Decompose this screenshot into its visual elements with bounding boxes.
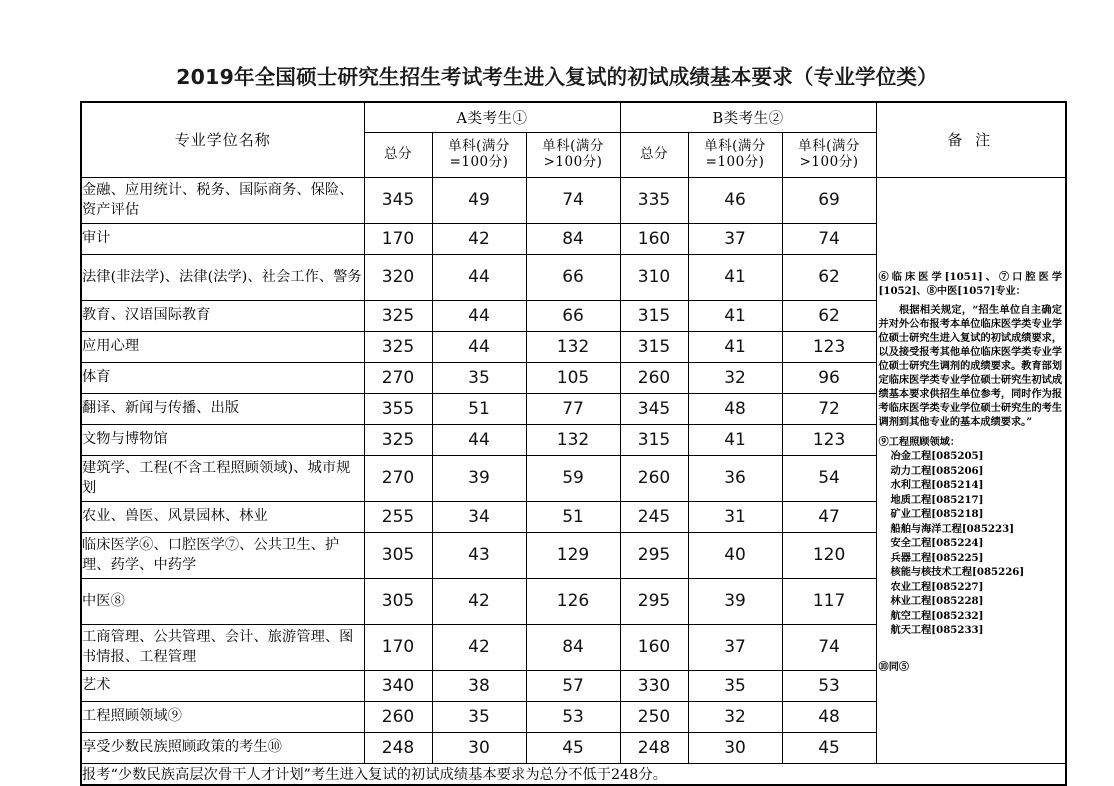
row-a-eq100: 51	[432, 393, 526, 424]
row-b-eq100: 37	[688, 223, 782, 254]
row-a-total: 248	[364, 732, 432, 763]
list-item: 航空工程[085232]	[890, 609, 984, 622]
list-item: 安全工程[085224]	[890, 537, 984, 550]
row-b-total: 295	[620, 578, 688, 624]
row-a-eq100: 44	[432, 331, 526, 362]
remark-minority-note: ⑩同⑤	[878, 660, 910, 673]
row-b-eq100: 48	[688, 393, 782, 424]
list-item: 地质工程[085217]	[890, 493, 984, 506]
row-a-total: 270	[364, 455, 432, 501]
header-a-total: 总分	[364, 132, 432, 177]
row-a-gt100: 45	[526, 732, 620, 763]
row-a-gt100: 66	[526, 300, 620, 331]
row-a-eq100: 42	[432, 624, 526, 670]
header-b-total: 总分	[620, 132, 688, 177]
row-a-total: 325	[364, 300, 432, 331]
list-item: 船舶与海洋工程[085223]	[890, 522, 1015, 535]
footer-note: 报考“少数民族高层次骨干人才计划”考生进入复试的初试成绩基本要求为总分不低于248分。	[81, 763, 1066, 785]
row-a-eq100: 30	[432, 732, 526, 763]
row-b-eq100: 46	[688, 177, 782, 223]
row-a-total: 325	[364, 424, 432, 455]
row-major-name: 享受少数民族照顾政策的考生⑩	[81, 732, 364, 763]
row-major-name: 法律(非法学)、法律(法学)、社会工作、警务	[81, 254, 364, 300]
row-major-name: 金融、应用统计、税务、国际商务、保险、资产评估	[81, 177, 364, 223]
row-a-eq100: 42	[432, 578, 526, 624]
row-a-total: 260	[364, 701, 432, 732]
row-a-eq100: 44	[432, 300, 526, 331]
row-a-gt100: 51	[526, 501, 620, 532]
row-major-name: 工程照顾领域⑨	[81, 701, 364, 732]
row-b-total: 250	[620, 701, 688, 732]
list-item: 水利工程[085214]	[890, 479, 984, 492]
list-item: 矿业工程[085218]	[890, 508, 984, 521]
remark-medical-heading: ⑥临床医学[1051]、⑦口腔医学[1052]、⑧中医[1057]专业：	[878, 271, 1063, 298]
row-a-gt100: 57	[526, 670, 620, 701]
row-b-eq100: 37	[688, 624, 782, 670]
row-major-name: 艺术	[81, 670, 364, 701]
row-a-gt100: 84	[526, 223, 620, 254]
row-major-name: 建筑学、工程(不含工程照顾领域)、城市规划	[81, 455, 364, 501]
table-header-row-1	[81, 102, 1066, 132]
row-a-gt100: 59	[526, 455, 620, 501]
page-title: 2019年全国硕士研究生招生考试考生进入复试的初试成绩基本要求（专业学位类）	[176, 65, 938, 89]
row-b-eq100: 40	[688, 532, 782, 578]
header-b-gt100: 单科(满分>100分)	[782, 132, 876, 177]
row-a-total: 345	[364, 177, 432, 223]
row-b-total: 295	[620, 532, 688, 578]
row-b-gt100: 62	[782, 254, 876, 300]
header-group-b: B类考生②	[620, 102, 876, 132]
row-a-total: 320	[364, 254, 432, 300]
row-b-eq100: 41	[688, 424, 782, 455]
row-major-name: 教育、汉语国际教育	[81, 300, 364, 331]
list-item: 冶金工程[085205]	[890, 450, 984, 463]
row-major-name: 体育	[81, 362, 364, 393]
row-a-gt100: 132	[526, 424, 620, 455]
table-footer-row	[81, 763, 1066, 785]
score-table-container	[80, 101, 1063, 786]
list-item: 动力工程[085206]	[890, 464, 984, 477]
row-major-name: 翻译、新闻与传播、出版	[81, 393, 364, 424]
remark-medical-body: 根据相关规定，“招生单位自主确定并对外公布报考本单位临床医学类专业学位硕士研究生进入复试的初试成绩要求，以及接受报考其他单位临床医学类专业学位硕士研究生调剂的成绩要求。教育部划定临床医学类专业学位硕士研究生初试成绩基本要求供招生单位参考，同时作为报考临床医学类专业学位硕士研究生的考生调剂到其他专业的基本成绩要求。”	[878, 303, 1063, 429]
row-b-eq100: 41	[688, 254, 782, 300]
row-b-eq100: 32	[688, 362, 782, 393]
row-b-eq100: 41	[688, 331, 782, 362]
row-a-eq100: 42	[432, 223, 526, 254]
header-b-eq100: 单科(满分=100分)	[688, 132, 782, 177]
row-b-total: 260	[620, 455, 688, 501]
row-major-name: 临床医学⑥、口腔医学⑦、公共卫生、护理、药学、中药学	[81, 532, 364, 578]
row-a-total: 340	[364, 670, 432, 701]
remarks-cell	[876, 177, 1066, 763]
row-a-eq100: 49	[432, 177, 526, 223]
row-a-gt100: 84	[526, 624, 620, 670]
row-b-gt100: 74	[782, 223, 876, 254]
row-b-gt100: 69	[782, 177, 876, 223]
row-a-gt100: 132	[526, 331, 620, 362]
row-a-gt100: 126	[526, 578, 620, 624]
row-a-eq100: 35	[432, 701, 526, 732]
row-major-name: 应用心理	[81, 331, 364, 362]
row-b-total: 310	[620, 254, 688, 300]
list-item: 航天工程[085233]	[890, 624, 984, 637]
row-b-gt100: 54	[782, 455, 876, 501]
row-b-eq100: 36	[688, 455, 782, 501]
row-b-total: 315	[620, 331, 688, 362]
row-b-gt100: 53	[782, 670, 876, 701]
list-item: 农业工程[085227]	[890, 580, 984, 593]
header-group-a: A类考生①	[364, 102, 620, 132]
engineering-field-list	[879, 449, 1063, 637]
row-b-gt100: 123	[782, 424, 876, 455]
row-a-eq100: 43	[432, 532, 526, 578]
row-b-total: 335	[620, 177, 688, 223]
row-b-gt100: 123	[782, 331, 876, 362]
row-b-gt100: 45	[782, 732, 876, 763]
header-a-eq100: 单科(满分=100分)	[432, 132, 526, 177]
row-a-eq100: 35	[432, 362, 526, 393]
row-a-eq100: 34	[432, 501, 526, 532]
row-b-eq100: 30	[688, 732, 782, 763]
list-item: 林业工程[085228]	[890, 595, 984, 608]
row-major-name: 文物与博物馆	[81, 424, 364, 455]
row-b-gt100: 62	[782, 300, 876, 331]
row-major-name: 工商管理、公共管理、会计、旅游管理、图书情报、工程管理	[81, 624, 364, 670]
row-a-total: 170	[364, 223, 432, 254]
row-b-total: 345	[620, 393, 688, 424]
row-a-eq100: 39	[432, 455, 526, 501]
row-b-eq100: 35	[688, 670, 782, 701]
row-b-gt100: 74	[782, 624, 876, 670]
row-b-total: 315	[620, 300, 688, 331]
row-b-total: 160	[620, 624, 688, 670]
row-a-total: 305	[364, 578, 432, 624]
row-a-gt100: 129	[526, 532, 620, 578]
row-b-total: 315	[620, 424, 688, 455]
row-b-eq100: 39	[688, 578, 782, 624]
row-b-gt100: 96	[782, 362, 876, 393]
row-b-total: 160	[620, 223, 688, 254]
row-a-total: 255	[364, 501, 432, 532]
row-b-gt100: 117	[782, 578, 876, 624]
row-a-gt100: 105	[526, 362, 620, 393]
row-a-total: 325	[364, 331, 432, 362]
row-a-gt100: 74	[526, 177, 620, 223]
header-major-name: 专业学位名称	[81, 102, 364, 177]
row-b-total: 330	[620, 670, 688, 701]
row-b-gt100: 48	[782, 701, 876, 732]
row-a-total: 355	[364, 393, 432, 424]
row-a-total: 170	[364, 624, 432, 670]
table-row	[81, 177, 1066, 223]
row-b-total: 260	[620, 362, 688, 393]
row-a-eq100: 38	[432, 670, 526, 701]
row-b-eq100: 32	[688, 701, 782, 732]
row-a-eq100: 44	[432, 254, 526, 300]
row-b-total: 245	[620, 501, 688, 532]
row-b-eq100: 41	[688, 300, 782, 331]
row-b-total: 248	[620, 732, 688, 763]
row-a-total: 305	[364, 532, 432, 578]
row-b-gt100: 72	[782, 393, 876, 424]
row-major-name: 农业、兽医、风景园林、林业	[81, 501, 364, 532]
row-b-gt100: 120	[782, 532, 876, 578]
row-a-eq100: 44	[432, 424, 526, 455]
list-item: 兵器工程[085225]	[890, 551, 984, 564]
list-item: 核能与核技术工程[085226]	[890, 566, 1025, 579]
header-a-gt100: 单科(满分>100分)	[526, 132, 620, 177]
remark-engineering-heading: ⑨工程照顾领域：	[878, 436, 961, 449]
score-table	[80, 101, 1067, 786]
row-b-eq100: 31	[688, 501, 782, 532]
row-a-gt100: 66	[526, 254, 620, 300]
row-a-total: 270	[364, 362, 432, 393]
row-b-gt100: 47	[782, 501, 876, 532]
row-major-name: 审计	[81, 223, 364, 254]
row-a-gt100: 77	[526, 393, 620, 424]
row-a-gt100: 53	[526, 701, 620, 732]
header-remark: 备 注	[876, 102, 1066, 177]
row-major-name: 中医⑧	[81, 578, 364, 624]
